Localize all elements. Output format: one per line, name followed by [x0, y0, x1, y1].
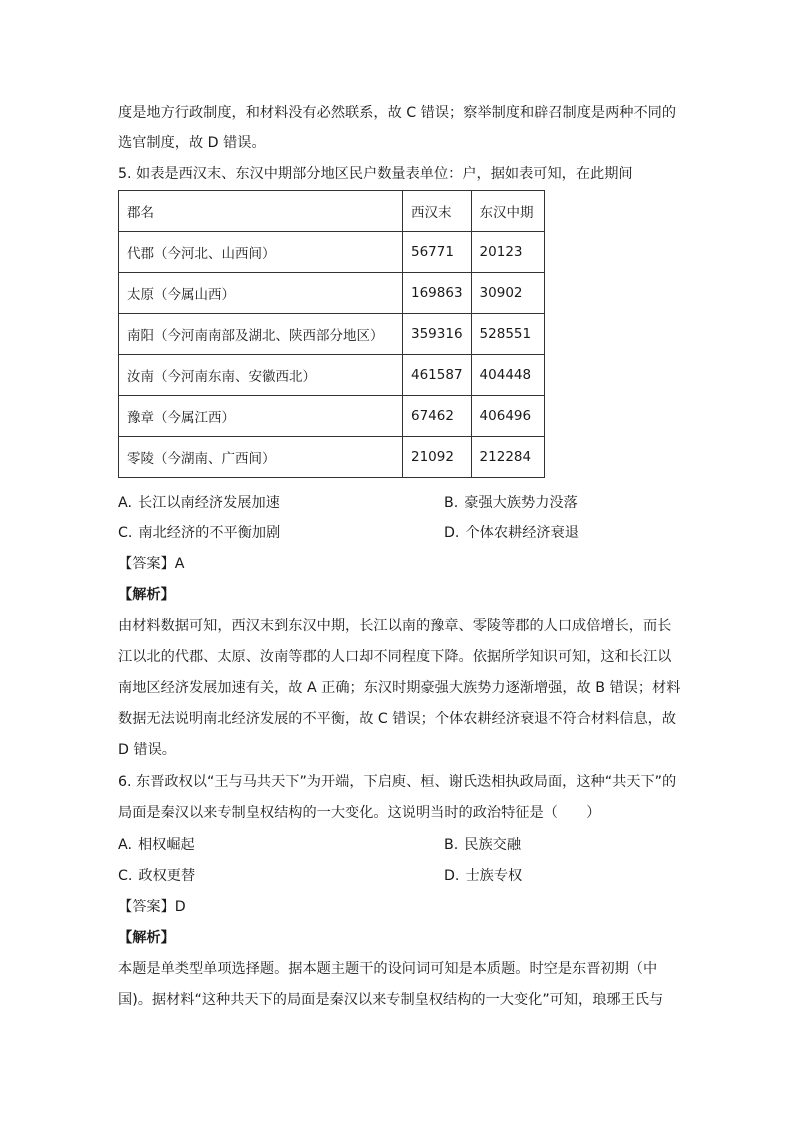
- table-cell: 南阳（今河南南部及湖北、陕西部分地区）: [119, 314, 403, 355]
- table-row: [119, 437, 545, 478]
- q5-option-b: [444, 493, 578, 513]
- table-header-cell: 西汉末: [403, 191, 472, 232]
- table-header-cell: 郡名: [119, 191, 403, 232]
- table-cell: 212284: [471, 437, 544, 478]
- q5-stem: 5. 如表是西汉末、东汉中期部分地区民户数量表单位：户，据如表可知，在此期间: [118, 166, 633, 182]
- q6-option-d: [444, 866, 522, 886]
- table-cell: 零陵（今湖南、广西间）: [119, 437, 403, 478]
- option-label: D.: [444, 868, 460, 884]
- option-text: 豪强大族势力没落: [464, 495, 578, 511]
- option-label: C.: [118, 868, 133, 884]
- table-cell: 359316: [403, 314, 472, 355]
- q6-analysis-line: 国)。据材料“这种共天下的局面是秦汉以来专制皇权结构的一大变化”可知，琅琊王氏与: [118, 992, 664, 1008]
- table-row: [119, 232, 545, 273]
- option-text: 南北经济的不平衡加剧: [138, 525, 281, 541]
- table-cell: 461587: [403, 355, 472, 396]
- table-row: [119, 355, 545, 396]
- option-text: 个体农耕经济衰退: [465, 525, 579, 541]
- table-cell: 代郡（今河北、山西间）: [119, 232, 403, 273]
- table-cell: 67462: [403, 396, 472, 437]
- household-table: [118, 190, 545, 478]
- q6-option-a: [118, 835, 195, 855]
- option-label: B.: [444, 495, 459, 511]
- table-row: [119, 273, 545, 314]
- q6-option-c: [118, 866, 195, 886]
- q6-answer: 【答案】D: [118, 899, 186, 915]
- table-cell: 406496: [471, 396, 544, 437]
- table-cell: 169863: [403, 273, 472, 314]
- q6-stem-line: 6. 东晋政权以“王与马共天下”为开端，下启庾、桓、谢氏迭相执政局面，这种“共天下”的: [118, 774, 677, 790]
- option-text: 政权更替: [138, 868, 196, 884]
- q6-option-b: [444, 835, 521, 855]
- q5-option-a: [118, 493, 280, 513]
- q5-analysis-line: 由材料数据可知，西汉末到东汉中期，长江以南的豫章、零陵等郡的人口成倍增长，而长: [118, 618, 672, 634]
- option-text: 相权崛起: [137, 837, 195, 853]
- q5-answer: 【答案】A: [118, 556, 185, 572]
- q6-stem-line: 局面是秦汉以来专制皇权结构的一大变化。这说明当时的政治特征是（ ）: [118, 805, 601, 821]
- q5-option-c: [118, 523, 280, 543]
- option-label: C.: [118, 525, 133, 541]
- table-cell: 528551: [471, 314, 544, 355]
- q6-analysis-title: 【解析】: [118, 930, 175, 946]
- table-cell: 太原（今属山西）: [119, 273, 403, 314]
- option-label: D.: [444, 525, 460, 541]
- table-header-cell: 东汉中期: [471, 191, 544, 232]
- q5-analysis-line: 江以北的代郡、太原、汝南等郡的人口却不同程度下降。依据所学知识可知，这和长江以: [118, 649, 672, 665]
- option-label: B.: [444, 837, 459, 853]
- q6-analysis-line: 本题是单类型单项选择题。据本题主题干的设问词可知是本质题。时空是东晋初期（中: [118, 961, 658, 977]
- table-row: [119, 396, 545, 437]
- q5-analysis-line: 数据无法说明南北经济发展的不平衡，故 C 错误；个体农耕经济衰退不符合材料信息，故: [118, 711, 677, 727]
- table-cell: 豫章（今属江西）: [119, 396, 403, 437]
- option-label: A.: [118, 495, 132, 511]
- q5-analysis-title: 【解析】: [118, 587, 175, 603]
- table-cell: 21092: [403, 437, 472, 478]
- table-header-row: [119, 191, 545, 232]
- option-label: A.: [118, 837, 132, 853]
- intro-line-2: 选官制度，故 D 错误。: [118, 135, 266, 151]
- option-text: 民族交融: [464, 837, 522, 853]
- q5-analysis-line: D 错误。: [118, 742, 176, 758]
- table-cell: 20123: [471, 232, 544, 273]
- option-text: 士族专权: [465, 868, 523, 884]
- option-text: 长江以南经济发展加速: [137, 495, 280, 511]
- table-cell: 404448: [471, 355, 544, 396]
- q5-option-d: [444, 523, 579, 543]
- table-cell: 56771: [403, 232, 472, 273]
- table-cell: 30902: [471, 273, 544, 314]
- table-cell: 汝南（今河南东南、安徽西北）: [119, 355, 403, 396]
- table-row: [119, 314, 545, 355]
- intro-line-1: 度是地方行政制度，和材料没有必然联系，故 C 错误；察举制度和辟召制度是两种不同的: [118, 105, 677, 121]
- q5-analysis-line: 南地区经济发展加速有关，故 A 正确；东汉时期豪强大族势力逐渐增强，故 B 错误；材料: [118, 680, 681, 696]
